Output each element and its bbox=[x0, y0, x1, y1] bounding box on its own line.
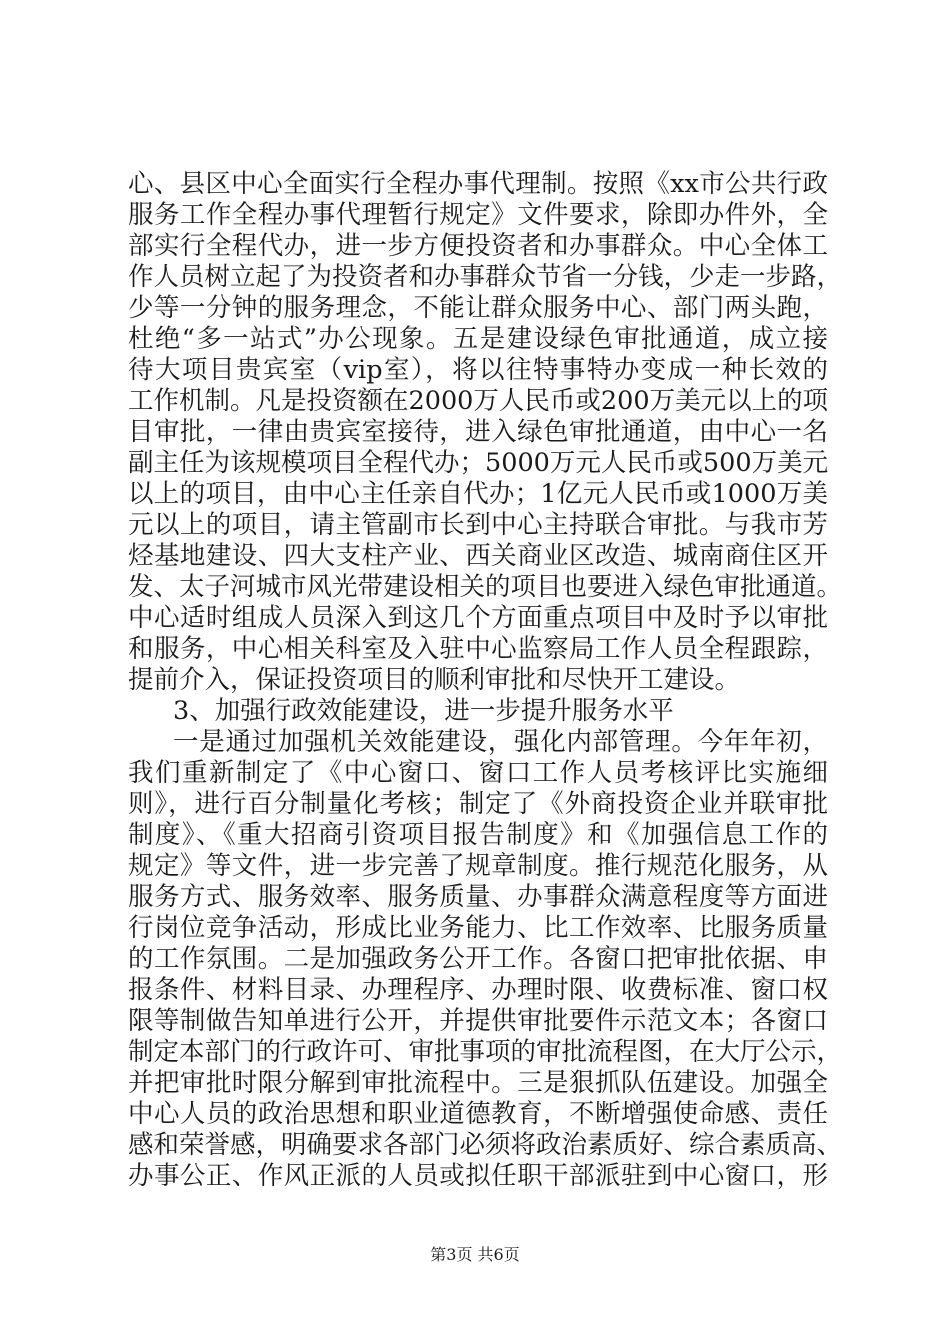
text-line-32: 感和荣誉感，明确要求各部门必须将政治素质好、综合素质高、 bbox=[128, 1130, 843, 1160]
text-line-24: 服务方式、服务效率、服务质量、办事群众满意程度等方面进 bbox=[128, 882, 828, 912]
text-line-17: 提前介入，保证投资项目的顺利审批和尽快开工建设。 bbox=[128, 665, 741, 695]
text-line-16: 和服务，中心相关科室及入驻中心监察局工作人员全程跟踪， bbox=[128, 634, 828, 664]
text-line-28: 限等制做告知单进行公开，并提供审批要件示范文本；各窗口 bbox=[128, 1006, 828, 1036]
page-number-footer: 第3页 共6页 bbox=[430, 1245, 520, 1264]
text-line-7: 待大项目贵宾室（vip室），将以往特事特办变成一种长效的 bbox=[128, 355, 828, 385]
text-line-13: 烃基地建设、四大支柱产业、西关商业区改造、城南商住区开 bbox=[128, 541, 828, 571]
text-line-27: 报条件、材料目录、办理程序、办理时限、收费标准、窗口权 bbox=[128, 975, 828, 1005]
text-line-21: 则》，进行百分制量化考核；制定了《外商投资企业并联审批 bbox=[128, 789, 828, 819]
text-line-11: 以上的项目，由中心主任亲自代办；1亿元人民币或1000万美 bbox=[128, 479, 828, 509]
text-line-8: 工作机制。凡是投资额在2000万人民币或200万美元以上的项 bbox=[128, 386, 829, 416]
text-line-9: 目审批，一律由贵宾室接待，进入绿色审批通道，由中心一名 bbox=[128, 417, 828, 447]
text-line-4: 作人员树立起了为投资者和办事群众节省一分钱，少走一步路， bbox=[128, 262, 843, 292]
text-line-31: 中心人员的政治思想和职业道德教育，不断增强使命感、责任 bbox=[128, 1099, 828, 1129]
text-line-25: 行岗位竞争活动，形成比业务能力、比工作效率、比服务质量 bbox=[128, 913, 828, 943]
text-line-3: 部实行全程代办，进一步方便投资者和办事群众。中心全体工 bbox=[128, 231, 828, 261]
text-line-20: 我们重新制定了《中心窗口、窗口工作人员考核评比实施细 bbox=[128, 758, 828, 788]
text-line-6: 杜绝“多一站式”办公现象。五是建设绿色审批通道，成立接 bbox=[128, 324, 828, 354]
text-line-33: 办事公正、作风正派的人员或拟任职干部派驻到中心窗口，形 bbox=[128, 1161, 828, 1191]
text-line-30: 并把审批时限分解到审批流程中。三是狠抓队伍建设。加强全 bbox=[128, 1068, 828, 1098]
text-line-29: 制定本部门的行政许可、审批事项的审批流程图，在大厅公示， bbox=[128, 1037, 843, 1067]
text-line-12: 元以上的项目，请主管副市长到中心主持联合审批。与我市芳 bbox=[128, 510, 828, 540]
text-line-2: 服务工作全程办事代理暂行规定》文件要求，除即办件外，全 bbox=[128, 200, 828, 230]
text-line-14: 发、太子河城市风光带建设相关的项目也要进入绿色审批通道。 bbox=[128, 572, 843, 602]
text-line-1: 心、县区中心全面实行全程办事代理制。按照《xx市公共行政 bbox=[128, 169, 828, 199]
text-line-15: 中心适时组成人员深入到这几个方面重点项目中及时予以审批 bbox=[128, 603, 828, 633]
text-line-26: 的工作氛围。二是加强政务公开工作。各窗口把审批依据、申 bbox=[128, 944, 828, 974]
text-line-22: 制度》、《重大招商引资项目报告制度》和《加强信息工作的 bbox=[128, 820, 828, 850]
section-heading: 3、加强行政效能建设，进一步提升服务水平 bbox=[173, 696, 674, 726]
body-text bbox=[128, 169, 843, 1192]
text-line-10: 副主任为该规模项目全程代办；5000万元人民币或500万美元 bbox=[128, 448, 829, 478]
text-line-23: 规定》等文件，进一步完善了规章制度。推行规范化服务，从 bbox=[128, 851, 828, 881]
text-line-5: 少等一分钟的服务理念，不能让群众服务中心、部门两头跑， bbox=[128, 293, 828, 323]
text-line-19: 一是通过加强机关效能建设，强化内部管理。今年年初， bbox=[173, 727, 828, 757]
